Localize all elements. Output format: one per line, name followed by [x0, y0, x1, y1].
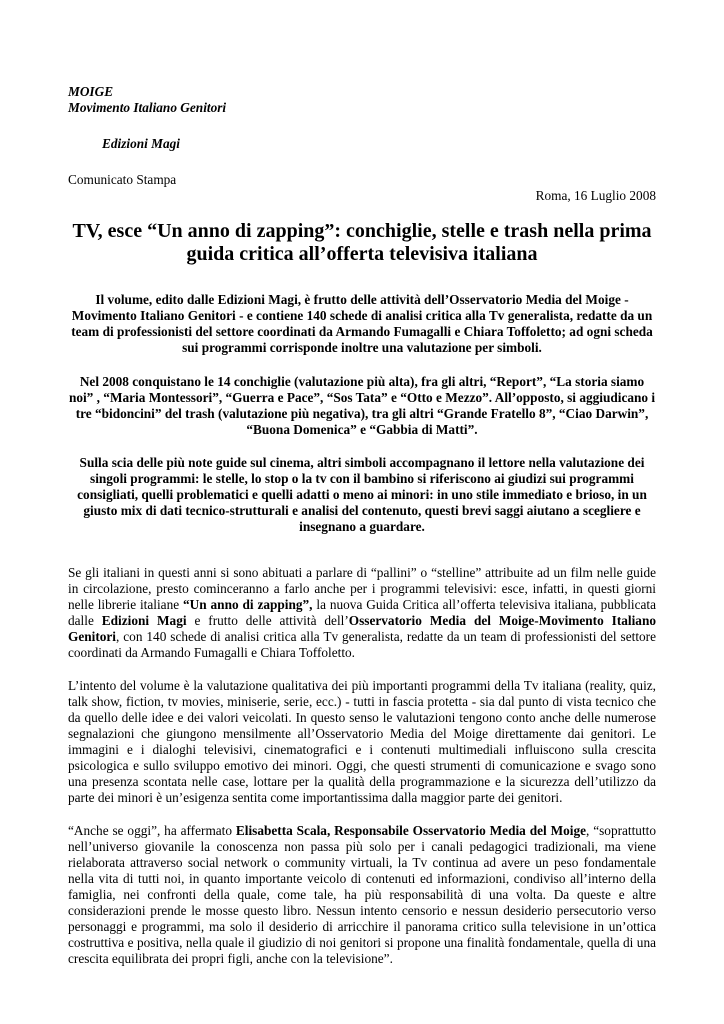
text-run: e frutto delle attività dell’ [186, 613, 349, 628]
org-full-name: Movimento Italiano Genitori [68, 100, 227, 115]
abstract-paragraph-1: Il volume, edito dalle Edizioni Magi, è frutto delle attività dell’Osservatorio Media del Moige - Movimento Italiano Genitori - e contiene 140 schede di analisi critica alla Tv generalista, redatte da un team di professionisti del settore coordinati da Armando Fumagalli e Chiara Toffoletto; ad ogni scheda sui programmi corrisponde inoltre una valutazione per simboli. [71, 292, 653, 355]
publisher-name: Edizioni Magi [102, 136, 180, 151]
abstract-paragraph-2: Nel 2008 conquistano le 14 conchiglie (valutazione più alta), fra gli altri, “Report”, “La storia siamo noi” , “Maria Montessori”, “Guerra e Pace”, “Sos Tata” e “Otto e Mezzo”. All’opposto, si aggiudicano i tre “bidoncini” del trash (valutazione più negativa), tra gli altri “Grande Fratello 8”, “Ciao Darwin”, “Buona Domenica” e “Gabbia di Matti”. [68, 374, 656, 437]
abstract-paragraph-3: Sulla scia delle più note guide sul cinema, altri simboli accompagnano il lettore nella valutazione dei singoli programmi: le stelle, lo stop o la tv con il bambino si riferiscono ai giudizi sui programmi consigliati, quelli problematici e quelli adatti o meno ai minori: in uno stile immediato e brioso, in un giusto mix di dati tecnico-strutturali e analisi del contenuto, questi brevi saggi aiutano a scegliere e insegnano a guardare. [77, 455, 647, 534]
text-run: , con 140 schede di analisi critica alla Tv generalista, redatte da un team di professionisti del settore coordinati da Armando Fumagalli e Chiara Toffoletto. [68, 629, 656, 660]
text-run: , “soprattutto nell’universo giovanile la conoscenza non passa più solo per i canali pedagogici tradizionali, ma viene rielaborata attraverso social network o community virtuali, la Tv continua ad avere un peso fondamentale nella vita di tutti noi, in quanto importante veicolo di contenuti ed informazioni, condiviso all’interno della famiglia, nei confronti della quale, come tale, ha più responsabilità di una volta. Da queste e altre considerazioni prende le mosse questo libro. Nessun intento censorio e nessun desiderio persecutorio verso personaggi e programmi, ma solo il desiderio di arricchire il panorama critico sulla televisione in un’ottica costruttiva e positiva, nella quale il giudizio di noi genitori si propone una finalità fondamentale, quella di una crescita equilibrata dei propri figli, anche con la televisione”. [68, 823, 656, 966]
headline: TV, esce “Un anno di zapping”: conchiglie, stelle e trash nella prima guida critica all’offerta televisiva italiana [72, 220, 652, 265]
body-paragraph-3 [68, 823, 656, 967]
document-type: Comunicato Stampa [68, 172, 177, 187]
org-acronym: MOIGE [68, 84, 114, 99]
observatory-ref: Osservatorio Media del Moige-Movimento Italiano Genitori [68, 613, 656, 644]
body-paragraph-1 [68, 565, 656, 661]
text-run: la nuova Guida Critica all’offerta televisiva italiana, pubblicata dalle [68, 597, 656, 628]
dateline: Roma, 16 Luglio 2008 [535, 188, 656, 203]
speaker-name: Elisabetta Scala, Responsabile Osservatorio Media del Moige [235, 823, 587, 838]
book-title: “Un anno di zapping”, [183, 597, 313, 612]
press-release-page [68, 84, 656, 967]
text-run: Se gli italiani in questi anni si sono abituati a parlare di “pallini” o “stelline” attribuite ad un film nelle guide in circolazione, presto cominceranno a farlo anche per i programmi televisivi: esce, infatti, in questi giorni nelle librerie italiane [68, 565, 656, 612]
body-paragraph-2: L’intento del volume è la valutazione qualitativa dei più importanti programmi della Tv italiana (reality, quiz, talk show, fiction, tv movies, miniserie, serie, ecc.) - tutti in fascia protetta - sia dal punto di vista tecnico che da quello delle idee e dei valori veicolati. In questo senso le valutazioni tengono conto anche delle numerose segnalazioni che giungono mensilmente all’Osservatorio Media del Moige direttamente dai genitori. Le immagini e i dialoghi televisivi, cinematografici e i contenuti multimediali influiscono sulla crescita psicologica e sullo sviluppo emotivo dei minori. Oggi, che questi strumenti di comunicazione e svago sono una presenza scontata nelle case, lottare per la qualità della programmazione e la sicurezza dell’utilizzo da parte dei minori è un’esigenza sentita come importantissima dalla maggior parte dei genitori. [68, 678, 656, 805]
publisher-ref: Edizioni Magi [101, 613, 187, 628]
text-run: “Anche se oggi”, ha affermato [68, 823, 236, 838]
